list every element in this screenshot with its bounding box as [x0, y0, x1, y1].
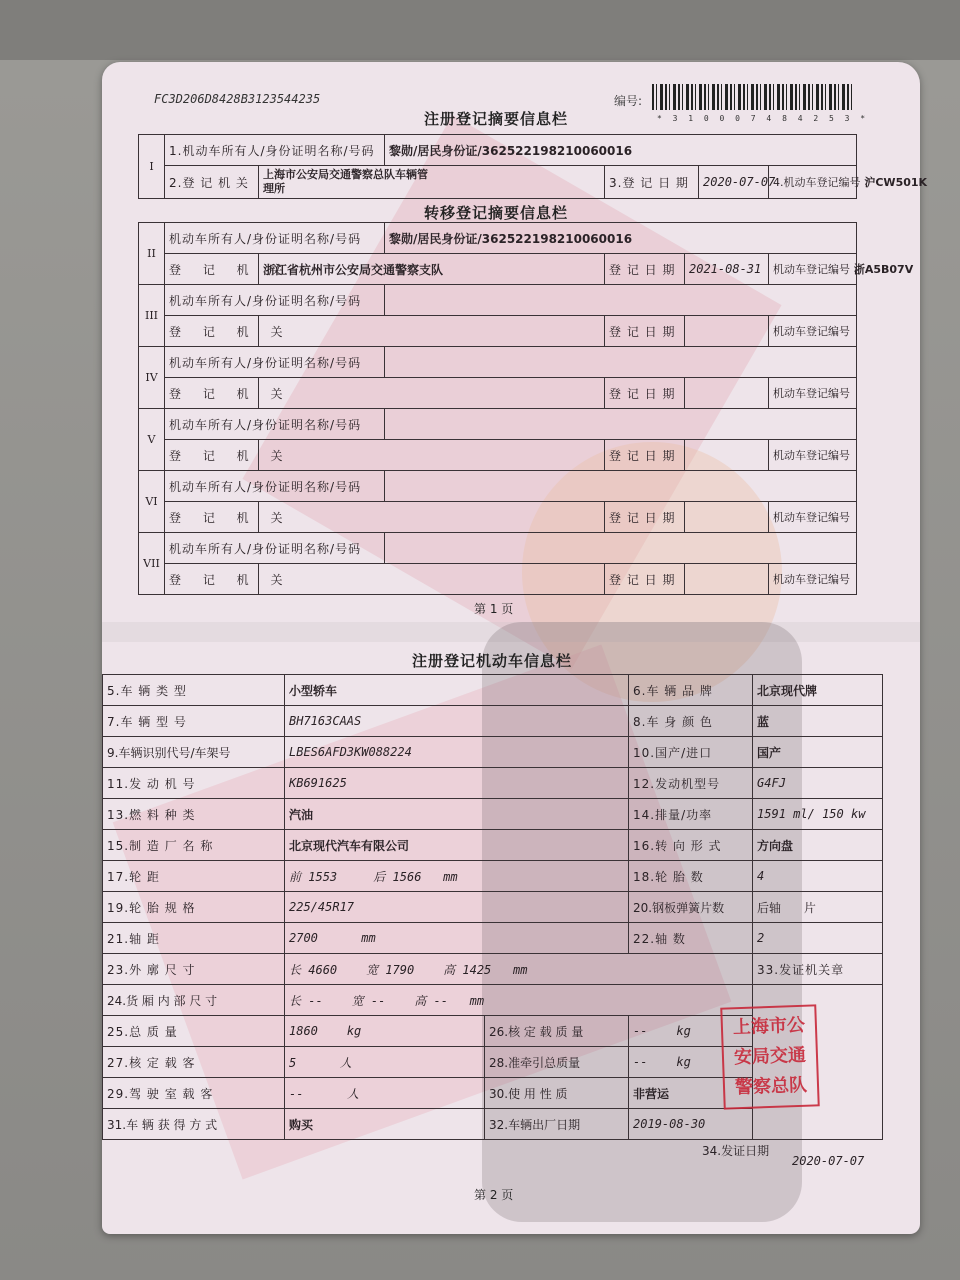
- date-label: 登 记 日 期: [605, 316, 685, 347]
- field-label: 18.轮 胎 数: [629, 861, 753, 892]
- date-value: [685, 564, 769, 595]
- field-label: 21.轴 距: [103, 923, 285, 954]
- owner-label: 机动车所有人/身份证明名称/号码: [165, 533, 385, 564]
- field-label: 27.核 定 载 客: [103, 1047, 285, 1078]
- date-label: 3.登 记 日 期: [605, 166, 699, 199]
- owner-label: 机动车所有人/身份证明名称/号码: [165, 409, 385, 440]
- field-value: 1591 ml/ 150 kw: [753, 799, 883, 830]
- field-value: 2: [753, 923, 883, 954]
- owner-label: 机动车所有人/身份证明名称/号码: [165, 471, 385, 502]
- date-label: 登 记 日 期: [605, 440, 685, 471]
- field-label: 25.总 质 量: [103, 1016, 285, 1047]
- field-label: 5.车 辆 类 型: [103, 675, 285, 706]
- authority-label: 2.登 记 机 关: [165, 166, 259, 199]
- authority-value: [259, 378, 605, 409]
- authority-label: 登 记 机 关: [165, 254, 259, 285]
- authority-value: 上海市公安局交通警察总队车辆管 理所: [259, 166, 605, 199]
- field-value: 225/45R17: [285, 892, 629, 923]
- authority-value: 浙江省杭州市公安局交通警察支队: [259, 254, 605, 285]
- date-value: 2021-08-31: [685, 254, 769, 285]
- vehicle-title: 注册登记机动车信息栏: [412, 652, 573, 670]
- field-label: 20.钢板弹簧片数: [629, 892, 753, 923]
- owner-label: 机动车所有人/身份证明名称/号码: [165, 285, 385, 316]
- field-label: 14.排量/功率: [629, 799, 753, 830]
- owner-value: [385, 347, 857, 378]
- issue-date-label: 34.发证日期: [702, 1144, 770, 1158]
- field-value: 小型轿车: [285, 675, 629, 706]
- field-value: 国产: [753, 737, 883, 768]
- code-label: 编号:: [614, 94, 643, 108]
- field-value: 汽油: [285, 799, 629, 830]
- field-value: 蓝: [753, 706, 883, 737]
- transfer-title: 转移登记摘要信息栏: [424, 204, 569, 222]
- summary-title: 注册登记摘要信息栏: [424, 110, 569, 128]
- page-number: 第 2 页: [474, 1188, 514, 1202]
- reg-no-cell: 机动车登记编号: [769, 378, 857, 409]
- reg-no-cell: 机动车登记编号: [769, 502, 857, 533]
- authority-label: 登 记 机 关: [165, 564, 259, 595]
- field-value: 后轴 片: [753, 892, 883, 923]
- roman-numeral: III: [139, 285, 165, 347]
- date-value: [685, 440, 769, 471]
- date-value: [685, 502, 769, 533]
- date-label: 登 记 日 期: [605, 502, 685, 533]
- field-value: 方向盘: [753, 830, 883, 861]
- authority-label: 登 记 机 关: [165, 378, 259, 409]
- field-value: BH7163CAAS: [285, 706, 629, 737]
- field-label: 30.使 用 性 质: [485, 1078, 629, 1109]
- field-value: 长 4660 宽 1790 高 1425 mm: [285, 954, 753, 985]
- roman-numeral: VI: [139, 471, 165, 533]
- field-label: 8.车 身 颜 色: [629, 706, 753, 737]
- date-value: 2020-07-07: [699, 166, 769, 199]
- field-value: -- kg: [629, 1016, 753, 1047]
- field-value: 2019-08-30: [629, 1109, 753, 1140]
- reg-no-cell: 机动车登记编号: [769, 564, 857, 595]
- field-value: -- 人: [285, 1078, 485, 1109]
- field-label: 10.国产/进口: [629, 737, 753, 768]
- owner-value: 黎勋/居民身份证/362522198210060016: [385, 135, 857, 166]
- owner-label: 机动车所有人/身份证明名称/号码: [165, 223, 385, 254]
- field-label: 24.货 厢 内 部 尺 寸: [103, 985, 285, 1016]
- field-label: 28.准牵引总质量: [485, 1047, 629, 1078]
- authority-value: [259, 440, 605, 471]
- field-label: 33.发证机关章: [753, 954, 883, 985]
- field-value: 北京现代汽车有限公司: [285, 830, 629, 861]
- field-value: G4FJ: [753, 768, 883, 799]
- field-value: 5 人: [285, 1047, 485, 1078]
- roman-numeral: IV: [139, 347, 165, 409]
- roman-numeral: VII: [139, 533, 165, 595]
- date-label: 登 记 日 期: [605, 378, 685, 409]
- date-value: [685, 316, 769, 347]
- field-value: KB691625: [285, 768, 629, 799]
- field-label: 29.驾 驶 室 载 客: [103, 1078, 285, 1109]
- reg-no-cell: 机动车登记编号 浙A5B07V: [769, 254, 857, 285]
- official-seal: 上海市公 安局交通 警察总队: [720, 1004, 820, 1109]
- fold-line: [102, 622, 920, 642]
- field-value: -- kg: [629, 1047, 753, 1078]
- owner-value: 黎勋/居民身份证/362522198210060016: [385, 223, 857, 254]
- field-value: 北京现代牌: [753, 675, 883, 706]
- field-value: 前 1553 后 1566 mm: [285, 861, 629, 892]
- issue-date-value: 2020-07-07: [792, 1154, 865, 1168]
- field-label: 13.燃 料 种 类: [103, 799, 285, 830]
- page-number: 第 1 页: [474, 602, 514, 616]
- transfer-table: [138, 222, 914, 595]
- field-value: 2700 mm: [285, 923, 629, 954]
- roman-numeral: I: [139, 135, 165, 199]
- owner-value: [385, 533, 857, 564]
- field-label: 12.发动机型号: [629, 768, 753, 799]
- owner-label: 1.机动车所有人/身份证明名称/号码: [165, 135, 385, 166]
- field-label: 19.轮 胎 规 格: [103, 892, 285, 923]
- field-label: 26.核 定 载 质 量: [485, 1016, 629, 1047]
- authority-value: [259, 564, 605, 595]
- field-value: 非营运: [629, 1078, 753, 1109]
- reg-no-cell: 机动车登记编号: [769, 440, 857, 471]
- authority-value: [259, 502, 605, 533]
- serial-number: FC3D206D8428B3123544235: [154, 92, 321, 106]
- roman-numeral: V: [139, 409, 165, 471]
- field-value: LBES6AFD3KW088224: [285, 737, 629, 768]
- field-label: 31.车 辆 获 得 方 式: [103, 1109, 285, 1140]
- field-label: 9.车辆识别代号/车架号: [103, 737, 285, 768]
- field-label: 11.发 动 机 号: [103, 768, 285, 799]
- field-label: 32.车辆出厂日期: [485, 1109, 629, 1140]
- field-label: 15.制 造 厂 名 称: [103, 830, 285, 861]
- field-label: 7.车 辆 型 号: [103, 706, 285, 737]
- field-value: 购买: [285, 1109, 485, 1140]
- owner-value: [385, 285, 857, 316]
- field-value: 1860 kg: [285, 1016, 485, 1047]
- authority-label: 登 记 机 关: [165, 316, 259, 347]
- field-label: 6.车 辆 品 牌: [629, 675, 753, 706]
- vehicle-registration-certificate: [102, 62, 928, 1234]
- summary-table: [138, 134, 928, 199]
- roman-numeral: II: [139, 223, 165, 285]
- field-label: 23.外 廓 尺 寸: [103, 954, 285, 985]
- desk-background: [0, 0, 960, 60]
- authority-label: 登 记 机 关: [165, 502, 259, 533]
- field-label: 16.转 向 形 式: [629, 830, 753, 861]
- authority-value: [259, 316, 605, 347]
- date-label: 登 记 日 期: [605, 564, 685, 595]
- field-label: 17.轮 距: [103, 861, 285, 892]
- barcode-number: * 3 1 0 0 0 7 4 8 4 2 5 3 *: [657, 114, 869, 123]
- date-value: [685, 378, 769, 409]
- barcode: [652, 84, 852, 110]
- owner-value: [385, 409, 857, 440]
- owner-label: 机动车所有人/身份证明名称/号码: [165, 347, 385, 378]
- owner-value: [385, 471, 857, 502]
- authority-label: 登 记 机 关: [165, 440, 259, 471]
- field-value: 长 -- 宽 -- 高 -- mm: [285, 985, 753, 1016]
- field-value: 4: [753, 861, 883, 892]
- date-label: 登 记 日 期: [605, 254, 685, 285]
- field-label: 22.轴 数: [629, 923, 753, 954]
- reg-no-cell: 机动车登记编号: [769, 316, 857, 347]
- reg-no-value: 4.机动车登记编号 沪CW501K: [769, 166, 857, 199]
